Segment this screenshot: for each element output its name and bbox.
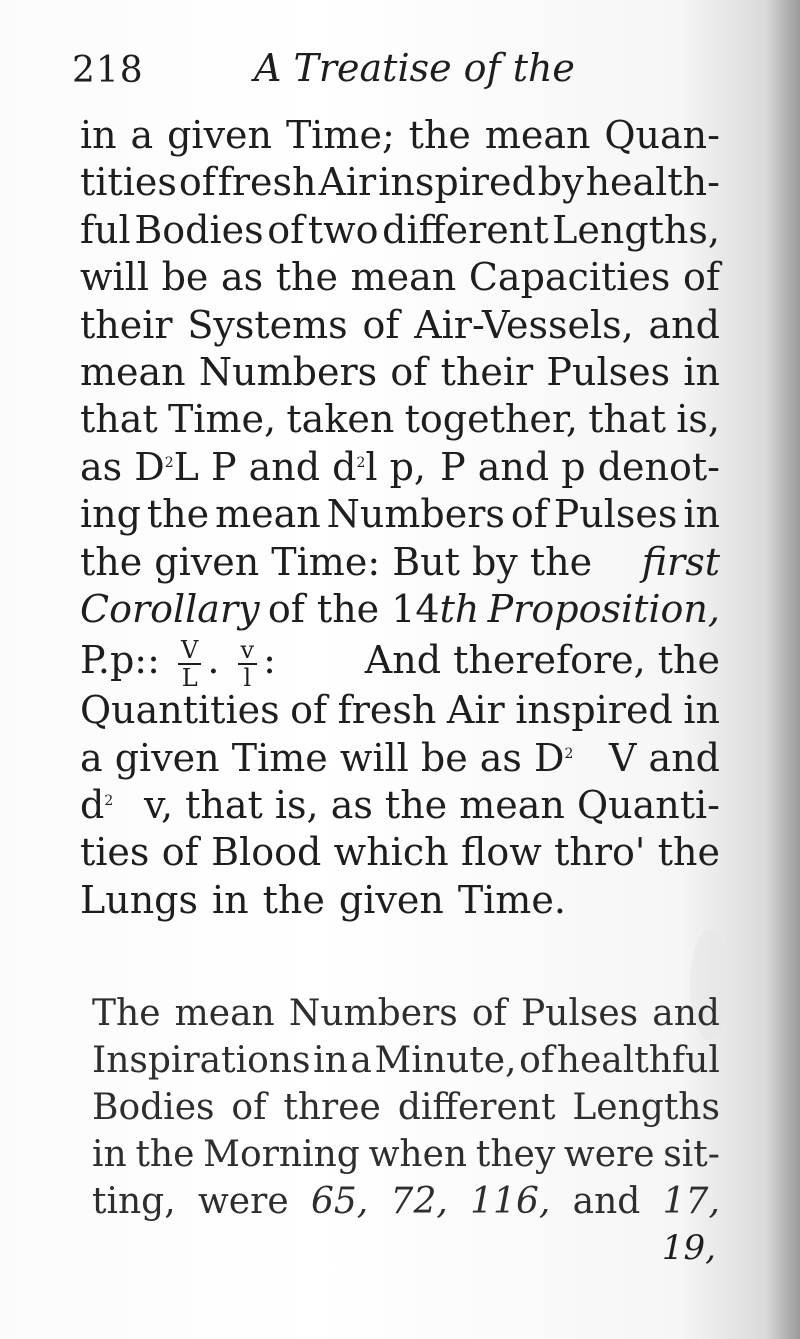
paragraph-2 xyxy=(92,990,720,1225)
fraction: $\frac{V}{L}$ xyxy=(178,637,201,691)
text-line: ing the mean Numbers of Pulses in xyxy=(80,492,720,537)
text-line: in a given Time; the mean Quan- xyxy=(80,113,720,157)
page-edge-shadow xyxy=(764,0,800,1339)
proportion-line: P.p:: $\frac{V}{L}$ . $\frac{v}{l}$ : And therefore, the xyxy=(80,635,720,692)
text-line: the given Time: But by the first xyxy=(80,539,720,584)
text-line: Quantities of fresh Air inspired in xyxy=(80,688,720,733)
text-line: tities of fresh Air inspired by health- xyxy=(80,160,720,205)
text-line: $d^2$ v, that is, as the mean Quanti- xyxy=(80,783,720,828)
text-line: that Time, taken together, that is, xyxy=(80,397,720,442)
text-line: The mean Numbers of Pulses and xyxy=(92,993,720,1034)
text-line: Inspirations in a Minute, of healthful xyxy=(92,1040,720,1081)
text-line: Corollary of the 14th Proposition, xyxy=(80,586,720,631)
text-line: ting, were 65, 72, 116, and 17, xyxy=(92,1181,720,1222)
page-number: 218 xyxy=(72,50,144,91)
text-line: Lungs in the given Time. xyxy=(80,877,566,922)
text-line: their Systems of Air-Vessels, and xyxy=(80,302,720,347)
text-line: in the Morning when they were sit- xyxy=(92,1134,720,1175)
text-line: mean Numbers of their Pulses in xyxy=(80,349,720,394)
text-line: Bodies of three different Lengths xyxy=(92,1087,720,1128)
text-line: as $D^2L$ P and $d^2l$ p, P and p denot- xyxy=(80,444,720,489)
text-line: will be as the mean Capacities of xyxy=(80,255,720,300)
text-line: ful Bodies of two different Lengths, xyxy=(80,207,720,252)
fraction: $\frac{v}{l}$ xyxy=(238,637,258,691)
catchword: 19, xyxy=(661,1228,716,1268)
page-header xyxy=(72,44,712,102)
text-line: ties of Blood which flow thro' the xyxy=(80,830,720,875)
text-line: a given Time will be as $D^2$ V and xyxy=(80,735,720,780)
paragraph-1 xyxy=(80,112,720,924)
running-title: A Treatise of the xyxy=(254,46,575,90)
